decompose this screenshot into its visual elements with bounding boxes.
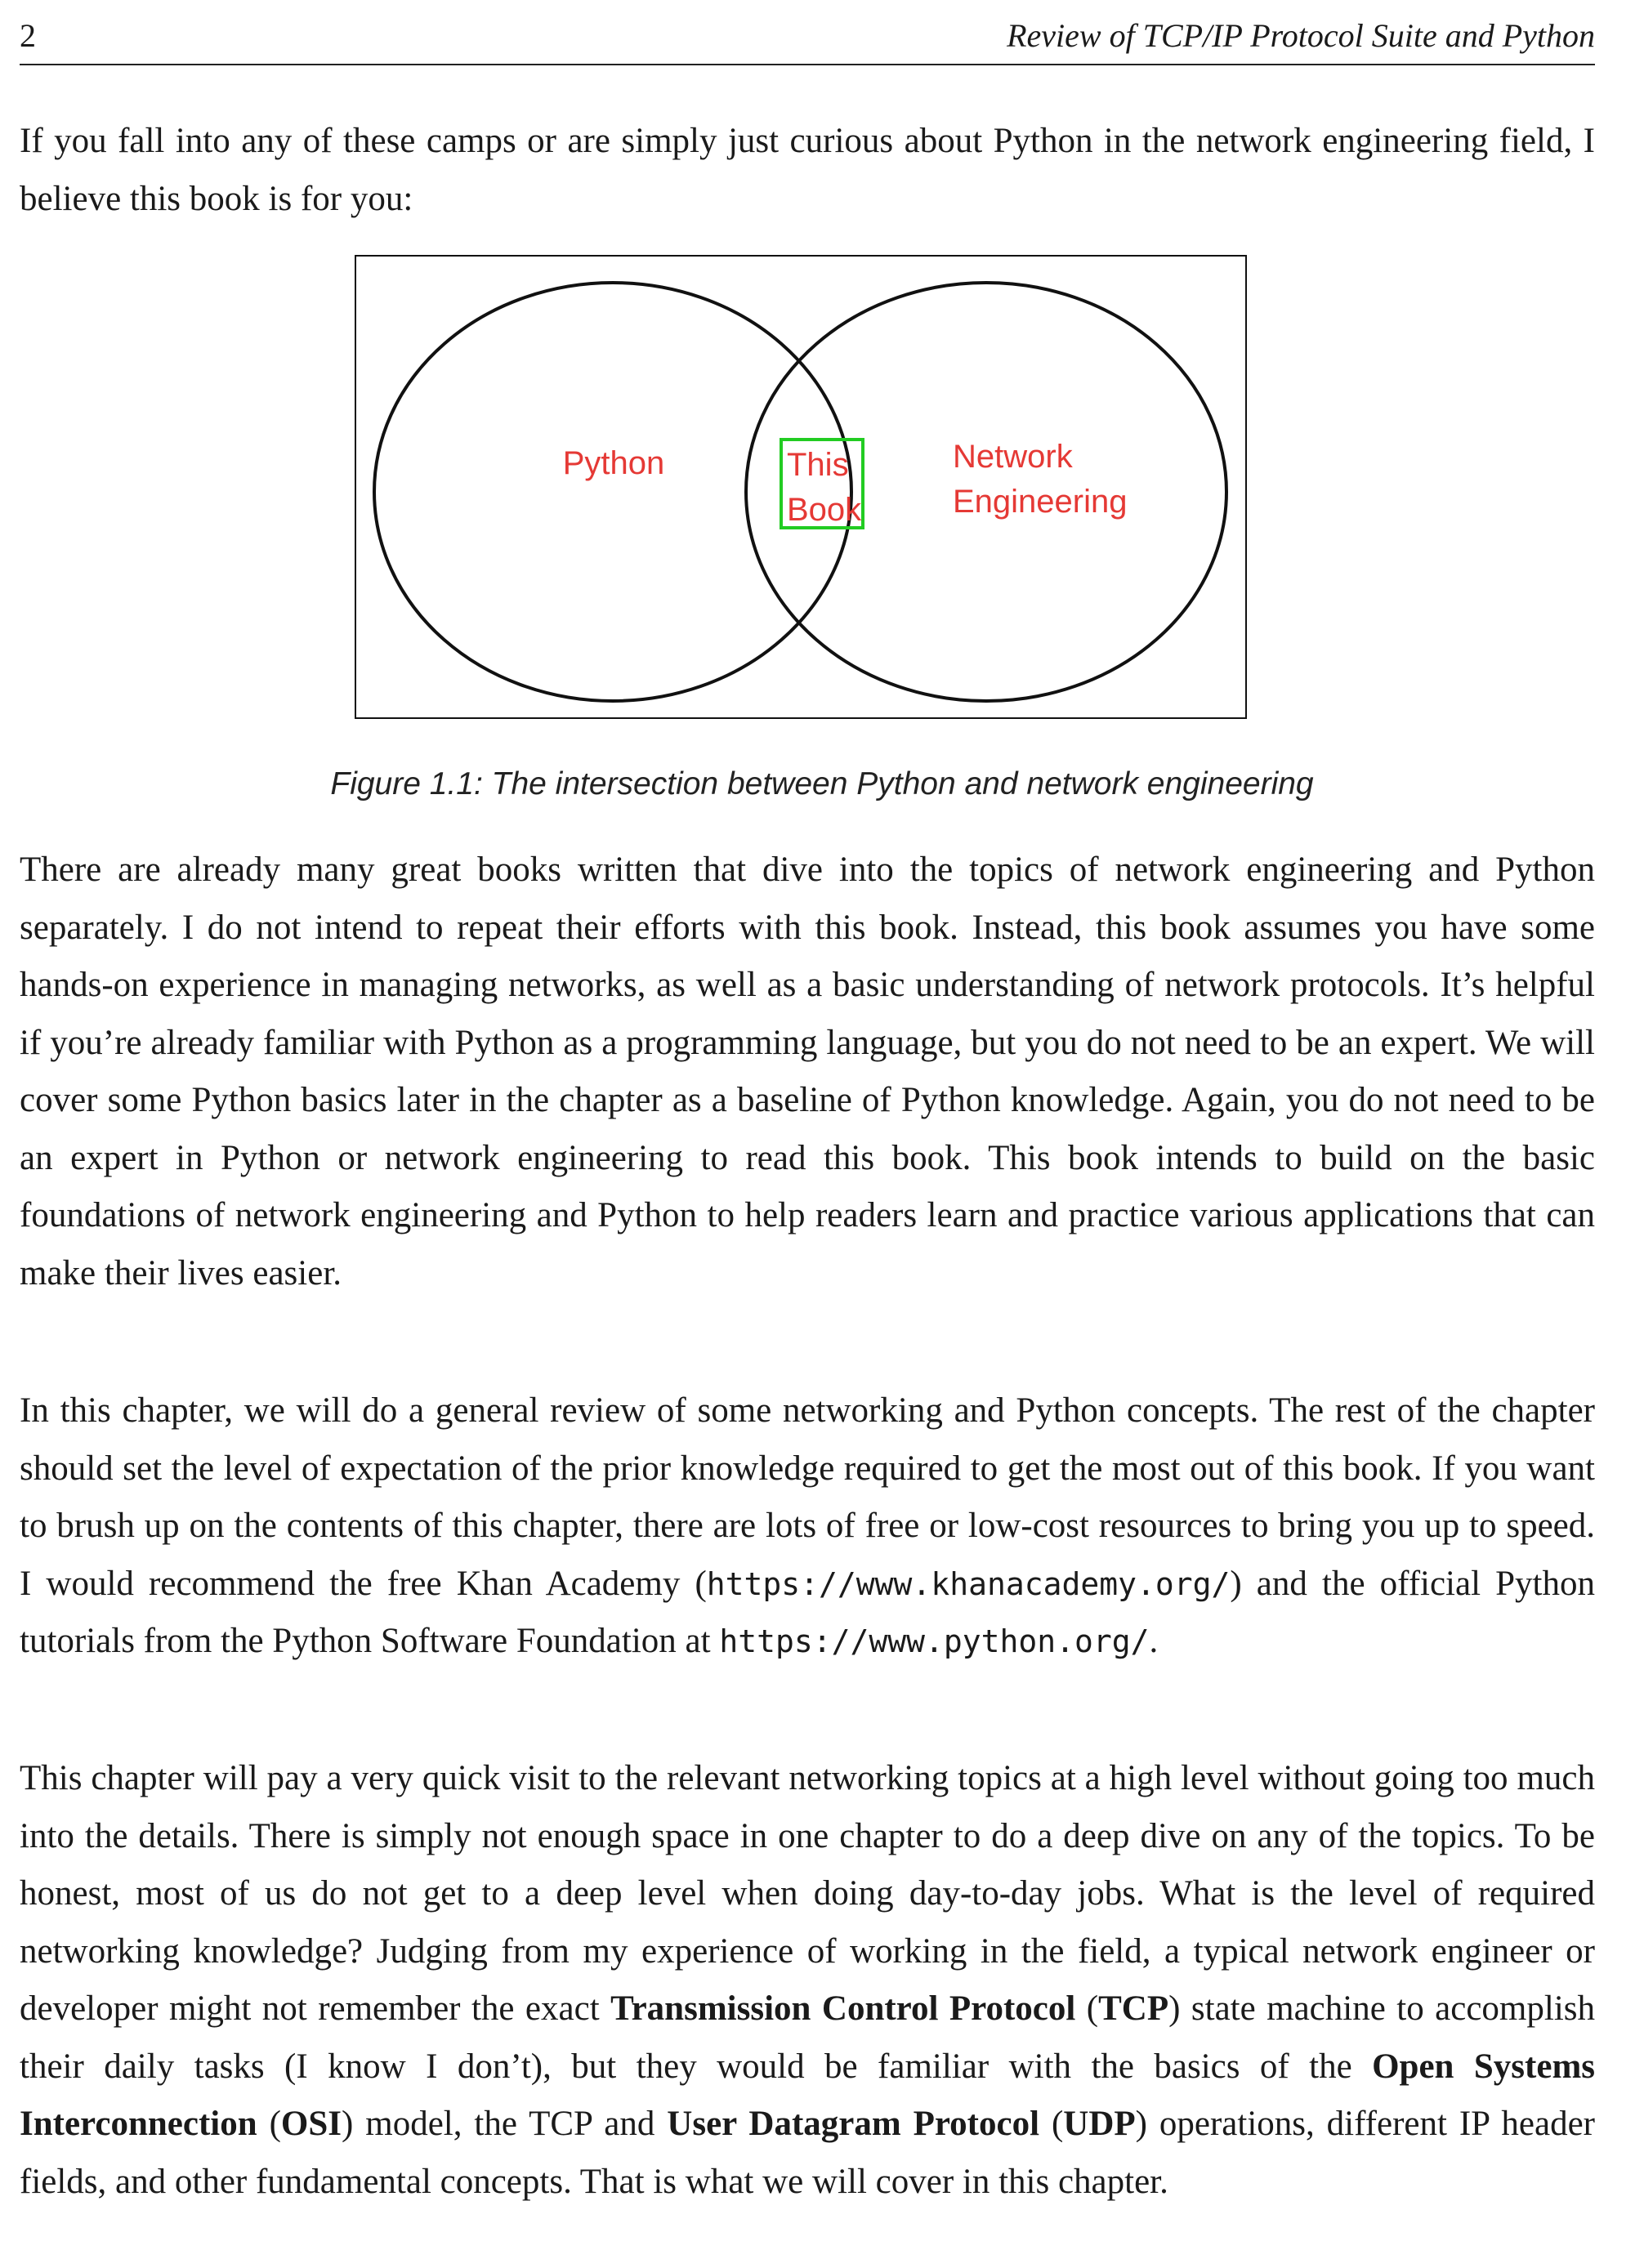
body-paragraph-chapter-review	[20, 1382, 1595, 1671]
networking-text-2: (	[1075, 1989, 1099, 2028]
term-tcp-abbr: TCP	[1098, 1989, 1169, 2028]
body-paragraph-books: There are already many great books written that dive into the topics of network engineering and Python separately. I do not intend to repeat their efforts with this book. Instead, this book assumes you have some hands-on experience in managing networks, as well as a basic understanding of network protocols. It’s helpful if you’re already familiar with Python as a programming language, but you do not need to be an expert. We will cover some Python basics later in the chapter as a baseline of Python knowledge. Again, you do not need to be an expert in Python or network engineering to read this book. This book intends to build on the basic foundations of network engineering and Python to help readers learn and practice various applications that can make their lives easier.	[20, 850, 1595, 1292]
this-book-label-line2: Book	[787, 492, 862, 528]
khan-academy-url[interactable]: https://www.khanacademy.org/	[706, 1565, 1231, 1602]
this-book-label-line1: This	[787, 447, 849, 483]
intro-paragraph: If you fall into any of these camps or are simply just curious about Python in the network engineering field, I believe this book is for you:	[20, 122, 1595, 218]
python-label: Python	[562, 445, 665, 481]
figure-caption: Figure 1.1: The intersection between Python and network engineering	[330, 766, 1314, 801]
term-osi-full: Open Systems Interconnection	[20, 2047, 1595, 2143]
venn-diagram-figure	[355, 255, 1247, 719]
venn-diagram	[356, 257, 1249, 721]
networking-text-4: (	[257, 2105, 281, 2143]
networking-text-5: ) model, the TCP and	[342, 2105, 668, 2143]
running-header-title: Review of TCP/IP Protocol Suite and Python	[1007, 17, 1595, 54]
chapter-review-text-3: .	[1149, 1622, 1159, 1660]
python-org-url[interactable]: https://www.python.org/	[719, 1623, 1150, 1659]
term-tcp-full: Transmission Control Protocol	[610, 1989, 1076, 2028]
term-udp-full: User Datagram Protocol	[667, 2105, 1040, 2143]
networking-text-3: ) state machine to accomplish their daily tasks (I know I don’t), but they would be familiar with the basics of the	[20, 1989, 1595, 2086]
term-osi-abbr: OSI	[280, 2105, 342, 2143]
term-udp-abbr: UDP	[1063, 2105, 1136, 2143]
networking-text-7: ) operations, different IP header fields, and other fundamental concepts. That is what we will cover in this chapter.	[20, 2105, 1595, 2201]
body-paragraph-networking-topics	[20, 1750, 1595, 2211]
chapter-review-text-1: In this chapter, we will do a general review of some networking and Python concepts. The rest of the chapter should set the level of expectation of the prior knowledge required to get the most out of this book. If you want to brush up on the contents of this chapter, there are lots of free or low-cost resources to bring you up to speed. I would recommend the free Khan Academy (	[20, 1391, 1595, 1603]
network-engineering-label-line2: Engineering	[953, 484, 1128, 520]
network-engineering-label-line1: Network	[953, 439, 1073, 475]
networking-text-1: This chapter will pay a very quick visit to the relevant networking topics at a high level without going too much into the details. There is simply not enough space in one chapter to do a deep dive on any of the topics. To be honest, most of us do not get to a deep level when doing day-to-day jobs. What is the level of required networking knowledge? Judging from my experience of working in the field, a typical network engineer or developer might not remember the exact	[20, 1759, 1595, 2028]
chapter-review-text-2: ) and the official Python tutorials from the Python Software Foundation at	[20, 1564, 1596, 1660]
page-number: 2	[20, 17, 36, 54]
running-header	[20, 10, 1595, 65]
networking-text-6: (	[1039, 2105, 1064, 2143]
